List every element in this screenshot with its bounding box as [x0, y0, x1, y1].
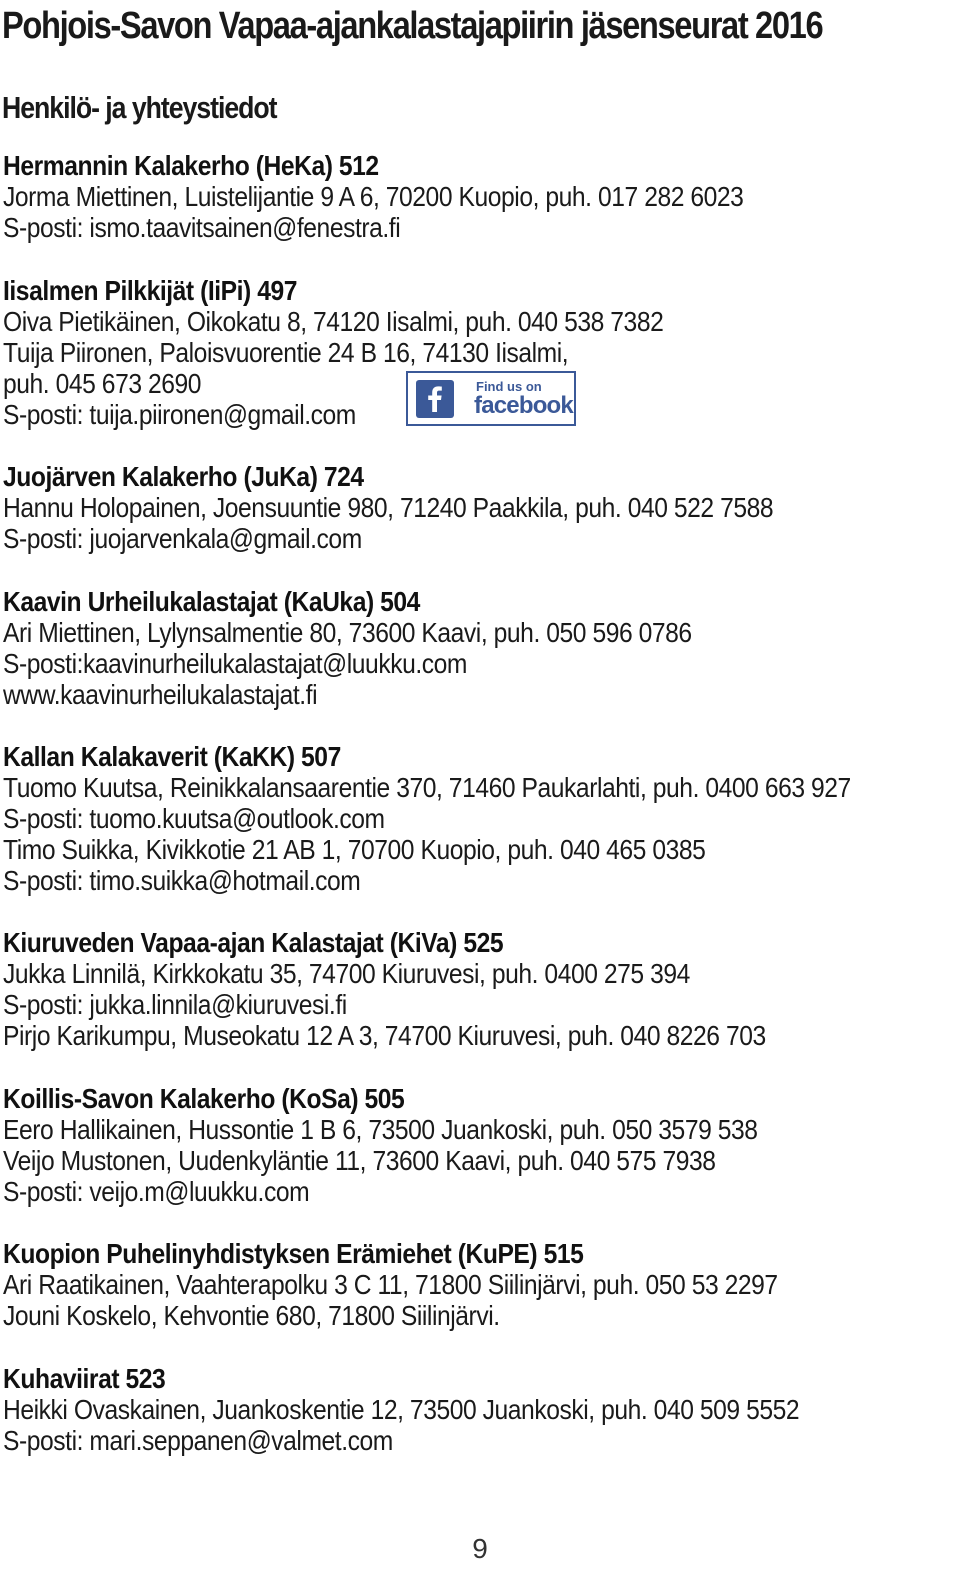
email-line: S-posti: juojarvenkala@gmail.com [3, 523, 362, 554]
facebook-badge[interactable] [406, 371, 576, 426]
page-title: Pohjois-Savon Vapaa-ajankalastajapiirin jäsenseurat 2016 [2, 5, 823, 47]
page-number: 9 [472, 1533, 488, 1564]
email-line: S-posti: tuomo.kuutsa@outlook.com [3, 803, 385, 834]
club-name: Kiuruveden Vapaa-ajan Kalastajat (KiVa) 525 [3, 927, 504, 958]
contact-line: Tuija Piironen, Paloisvuorentie 24 B 16, 74130 Iisalmi, [3, 337, 569, 368]
email-line: S-posti: ismo.taavitsainen@fenestra.fi [3, 212, 401, 243]
club-name: Kuopion Puhelinyhdistyksen Erämiehet (KuPE) 515 [3, 1238, 584, 1269]
club-name: Iisalmen Pilkkijät (IiPi) 497 [3, 275, 298, 306]
contact-line: Jouni Koskelo, Kehvontie 680, 71800 Siilinjärvi. [3, 1300, 500, 1331]
club-entry [3, 1363, 908, 1456]
contact-line: Eero Hallikainen, Hussontie 1 B 6, 73500 Juankoski, puh. 050 3579 538 [3, 1114, 758, 1145]
contact-line: Heikki Ovaskainen, Juankoskentie 12, 73500 Juankoski, puh. 040 509 5552 [3, 1394, 800, 1425]
contact-line: Oiva Pietikäinen, Oikokatu 8, 74120 Iisalmi, puh. 040 538 7382 [3, 306, 664, 337]
club-entry [3, 1238, 883, 1331]
club-name: Kuhaviirat 523 [3, 1363, 166, 1394]
contact-line: Jukka Linnilä, Kirkkokatu 35, 74700 Kiuruvesi, puh. 0400 275 394 [3, 958, 690, 989]
contact-line: Tuomo Kuutsa, Reinikkalansaarentie 370, 71460 Paukarlahti, puh. 0400 663 927 [3, 772, 851, 803]
club-entry [3, 927, 870, 1051]
contact-line: puh. 045 673 2690 [3, 368, 202, 399]
contact-line: Timo Suikka, Kivikkotie 21 AB 1, 70700 Kuopio, puh. 040 465 0385 [3, 834, 706, 865]
email-line: S-posti:kaavinurheilukalastajat@luukku.com [3, 648, 467, 679]
email-line: S-posti: veijo.m@luukku.com [3, 1176, 310, 1207]
facebook-find-us-text: Find us on [476, 378, 542, 394]
club-name: Kallan Kalakaverit (KaKK) 507 [3, 741, 341, 772]
club-name: Hermannin Kalakerho (HeKa) 512 [3, 150, 379, 181]
email-line: S-posti: jukka.linnila@kiuruvesi.fi [3, 989, 347, 1020]
club-name: Kaavin Urheilukalastajat (KaUka) 504 [3, 586, 420, 617]
club-entry [3, 586, 786, 710]
website-line: www.kaavinurheilukalastajat.fi [3, 679, 318, 710]
contact-line: Hannu Holopainen, Joensuuntie 980, 71240 Paakkila, puh. 040 522 7588 [3, 492, 774, 523]
club-entry [3, 275, 753, 430]
email-line: S-posti: mari.seppanen@valmet.com [3, 1425, 393, 1456]
contact-line: Pirjo Karikumpu, Museokatu 12 A 3, 74700 Kiuruvesi, puh. 040 8226 703 [3, 1020, 766, 1051]
club-name: Koillis-Savon Kalakerho (KoSa) 505 [3, 1083, 405, 1114]
club-name: Juojärven Kalakerho (JuKa) 724 [3, 461, 364, 492]
email-line: S-posti: timo.suikka@hotmail.com [3, 865, 361, 896]
club-entry [3, 461, 878, 554]
contact-line: Ari Raatikainen, Vaahterapolku 3 C 11, 71800 Siilinjärvi, puh. 050 53 2297 [3, 1269, 778, 1300]
club-entry [3, 741, 960, 896]
contact-line: Ari Miettinen, Lylynsalmentie 80, 73600 Kaavi, puh. 050 596 0786 [3, 617, 692, 648]
section-heading: Henkilö- ja yhteystiedot [2, 90, 277, 125]
club-entry [3, 1083, 860, 1207]
facebook-f-icon [416, 380, 454, 418]
contact-line: Veijo Mustonen, Uudenkyläntie 11, 73600 Kaavi, puh. 040 575 7938 [3, 1145, 716, 1176]
email-line: S-posti: tuija.piironen@gmail.com [3, 399, 356, 430]
facebook-wordmark: facebook [474, 391, 573, 419]
contact-line: Jorma Miettinen, Luistelijantie 9 A 6, 70200 Kuopio, puh. 017 282 6023 [3, 181, 744, 212]
club-entry [3, 150, 844, 243]
